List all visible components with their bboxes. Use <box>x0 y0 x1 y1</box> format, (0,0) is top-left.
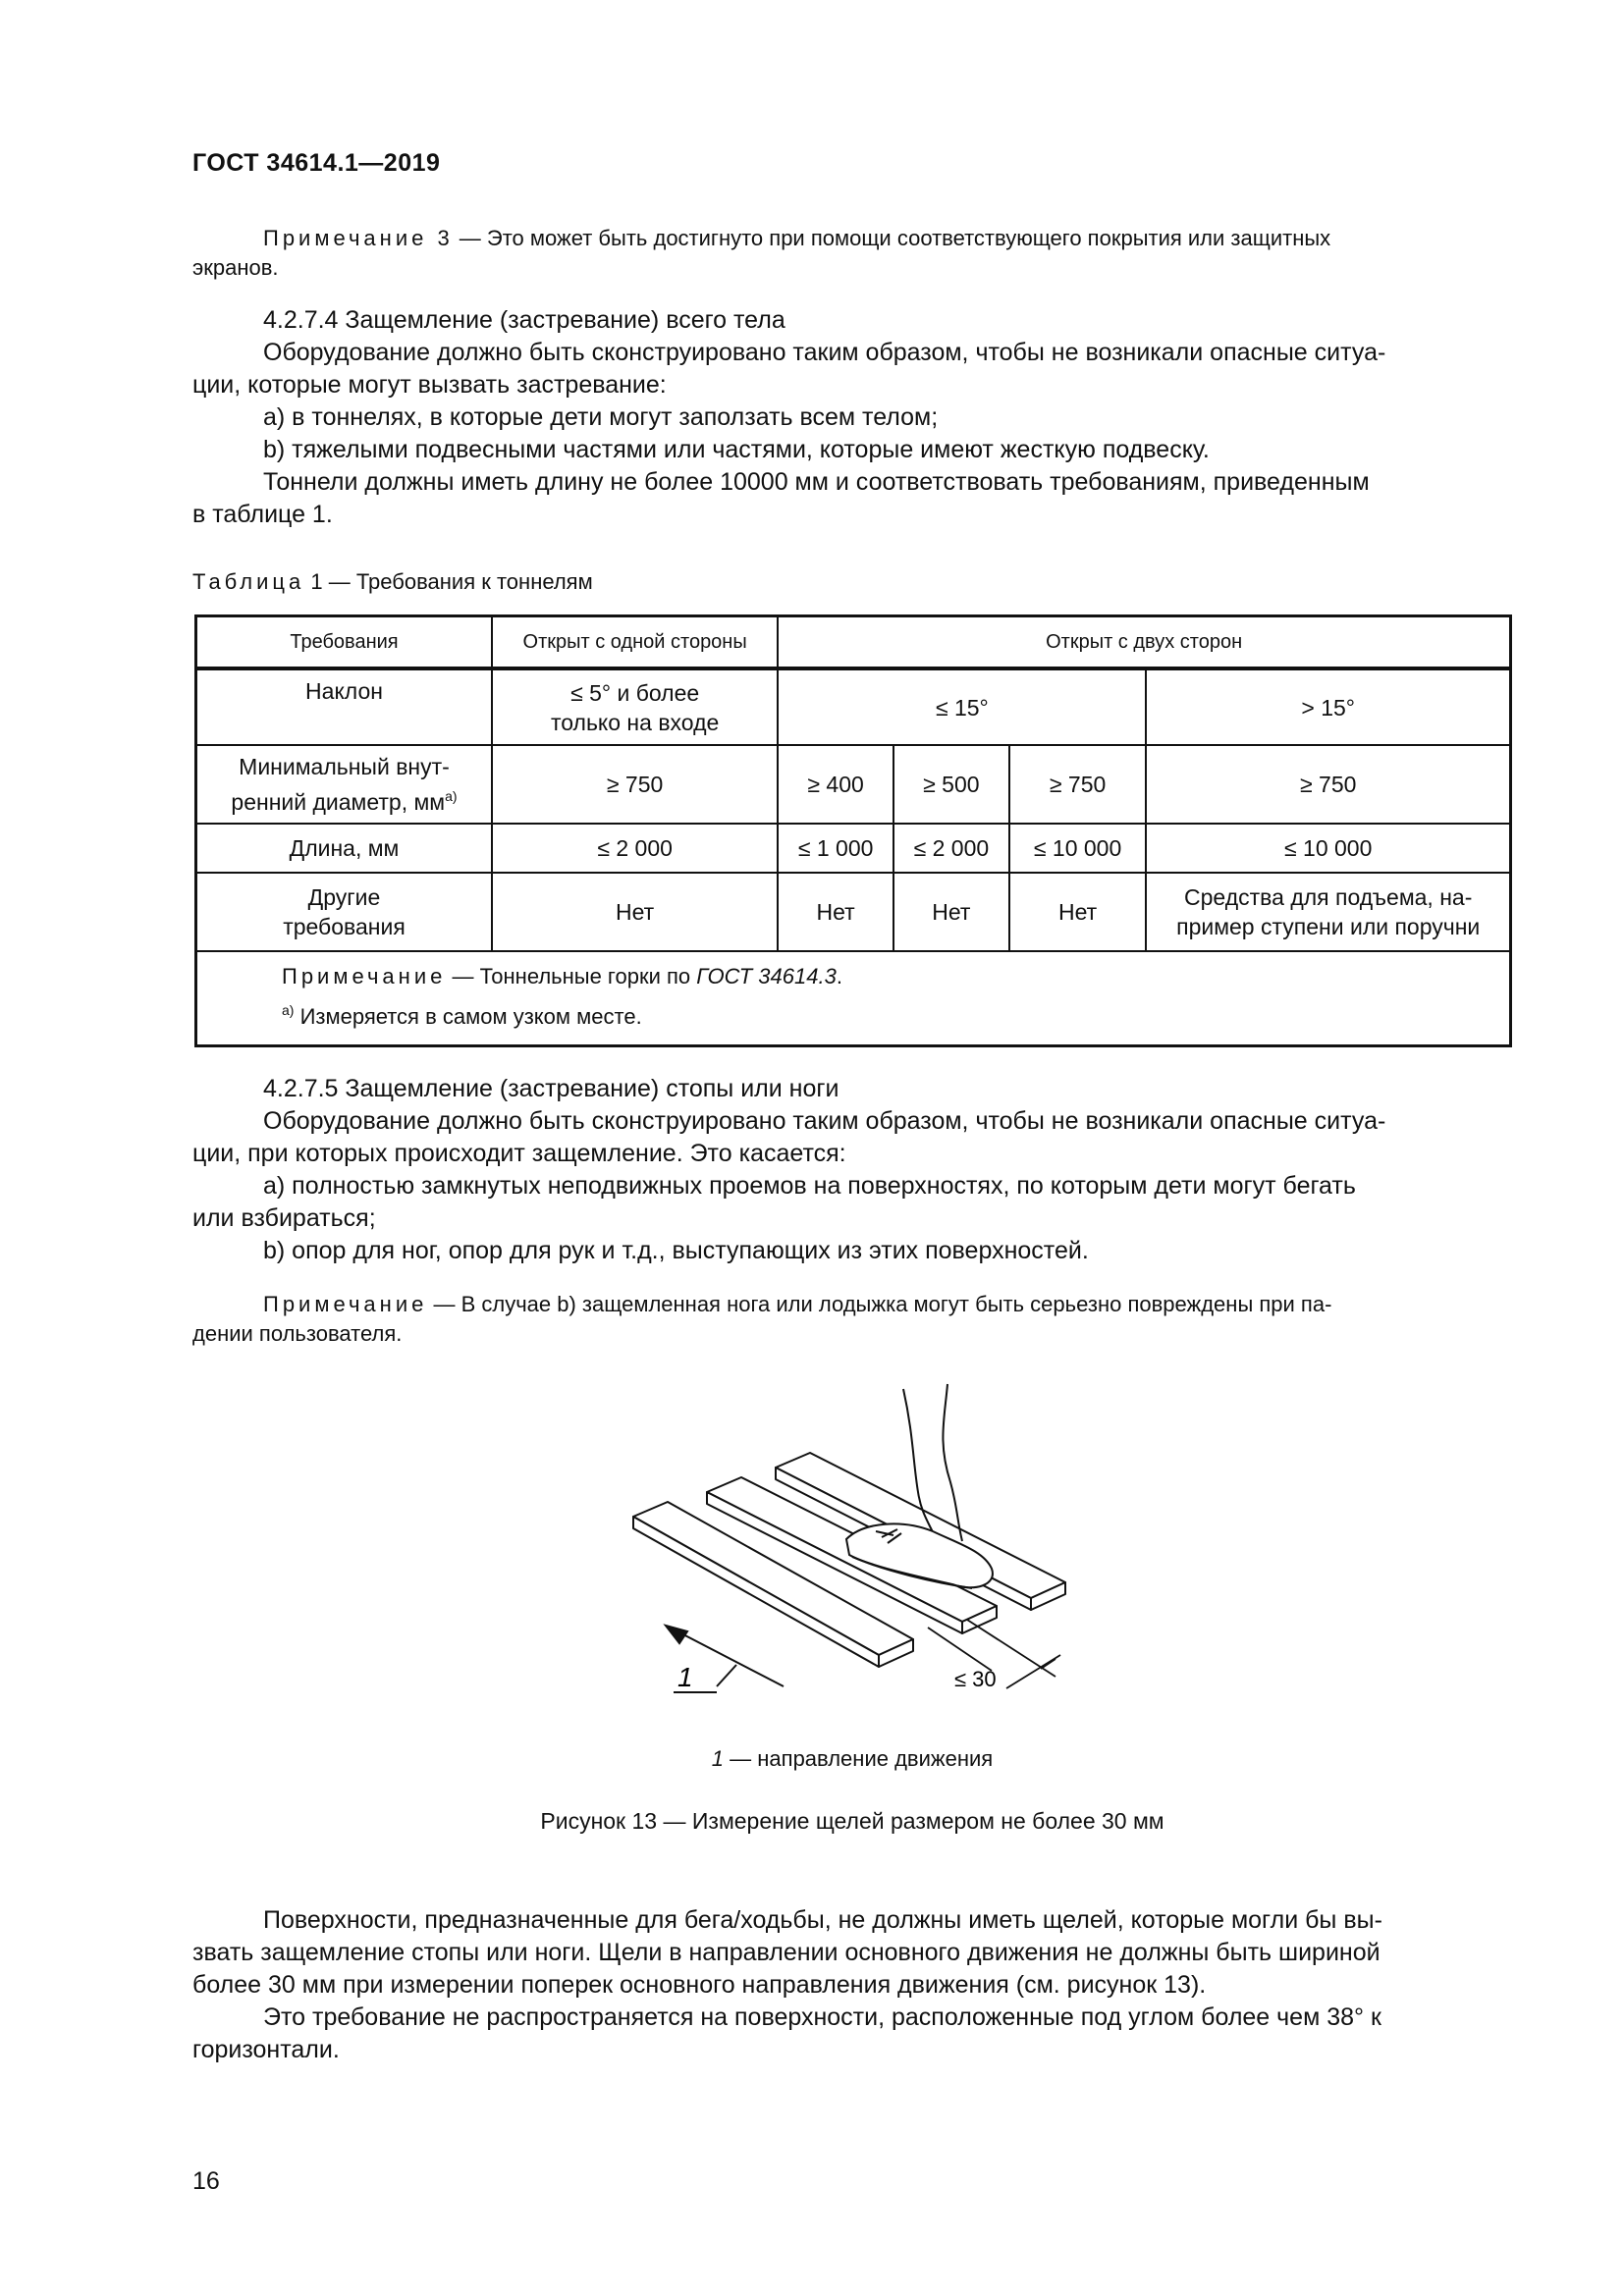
table-cell: Нет <box>778 873 893 951</box>
paragraph-line: Это требование не распространяется на поверхности, расположенные под углом более чем 38° к <box>263 2003 1381 2031</box>
table-cell: ≥ 750 <box>1009 745 1147 824</box>
page-number: 16 <box>192 2167 220 2195</box>
figure-legend: 1 — направление движения <box>711 1746 994 1771</box>
paragraph-line: Оборудование должно быть сконструировано таким образом, чтобы не возникали опасные ситуа- <box>263 339 1386 366</box>
list-item: а) в тоннелях, в которые дети могут заползать всем телом; <box>263 403 939 431</box>
table-cell: ≤ 10 000 <box>1009 824 1147 873</box>
tunnel-requirements-table <box>194 614 1512 1047</box>
table-row <box>196 745 1511 824</box>
section-heading: 4.2.7.5 Защемление (застревание) стопы или ноги <box>263 1075 839 1102</box>
table-cell: ≤ 2 000 <box>492 824 778 873</box>
table-cell: ≥ 750 <box>492 745 778 824</box>
figure-caption: Рисунок 13 — Измерение щелей размером не более 30 мм <box>540 1808 1164 1834</box>
paragraph-line: в таблице 1. <box>192 501 333 528</box>
closing-paragraphs <box>192 1904 1512 2066</box>
list-item: а) полностью замкнутых неподвижных проемов на поверхностях, по которым дети могут бегать <box>263 1172 1356 1200</box>
note-3 <box>192 224 1512 283</box>
standard-reference: ГОСТ 34614.3 <box>696 964 837 988</box>
row-label: Минимальный внут- ренний диаметр, $мм^{a)}$ <box>196 745 493 824</box>
list-item: b) тяжелыми подвесными частями или частями, которые имеют жесткую подвеску. <box>263 436 1210 463</box>
paragraph-line: Оборудование должно быть сконструировано таким образом, чтобы не возникали опасные ситуа- <box>263 1107 1386 1135</box>
paragraph-line: ции, которые могут вызвать застревание: <box>192 371 667 399</box>
paragraph-line: ции, при которых происходит защемление. Это касается: <box>192 1140 846 1167</box>
paragraph-line: звать защемление стопы или ноги. Щели в направлении основного движения не должны быть шириной <box>192 1939 1380 1966</box>
table-cell: > 15° <box>1146 668 1510 745</box>
column-header: Открыт с одной стороны <box>492 616 778 669</box>
table-cell: Нет <box>893 873 1009 951</box>
table-header-row <box>196 616 1511 669</box>
list-item-cont: или взбираться; <box>192 1204 376 1232</box>
table-cell: ≤ 5° и более только на входе <box>492 668 778 745</box>
section-4-2-7-5 <box>192 1073 1512 1267</box>
table-caption-text: 1 — Требования к тоннелям <box>304 569 593 594</box>
row-label: Другие требования <box>196 873 493 951</box>
note-3-text-cont: экранов. <box>192 255 279 280</box>
table-note-row <box>196 951 1511 1045</box>
table-note-label: Примечание <box>282 964 447 988</box>
table-row <box>196 824 1511 873</box>
column-header: Требования <box>196 616 493 669</box>
table-cell: ≤ 15° <box>778 668 1146 745</box>
paragraph-line: горизонтали. <box>192 2036 340 2063</box>
table-cell: ≤ 10 000 <box>1146 824 1510 873</box>
table-cell: ≥ 500 <box>893 745 1009 824</box>
paragraph-line: более 30 мм при измерении поперек основного направления движения (см. рисунок 13). <box>192 1971 1207 1999</box>
table-caption-label: Таблица <box>192 569 305 594</box>
direction-callout: 1 <box>677 1662 693 1692</box>
row-label: Наклон <box>196 668 493 745</box>
table-note: Примечание — Тоннельные горки по ГОСТ 34614.3. $^{a)}$ Измеряется в самом узком месте. <box>196 951 1511 1045</box>
note-label: Примечание <box>263 1292 428 1316</box>
table-footnote: $^{a)}$ Измеряется в самом узком месте. <box>282 1002 642 1029</box>
table-row <box>196 873 1511 951</box>
table-cell: ≥ 750 <box>1146 745 1510 824</box>
list-item: b) опор для ног, опор для рук и т.д., выступающих из этих поверхностей. <box>263 1237 1089 1264</box>
section-4-2-7-4 <box>192 304 1512 531</box>
paragraph-line: Поверхности, предназначенные для бега/ходьбы, не должны иметь щелей, которые могли бы вы- <box>263 1906 1382 1934</box>
figure-13-gap-measurement <box>619 1374 1090 1728</box>
paragraph-line: Тоннели должны иметь длину не более 10000 мм и соответствовать требованиям, приведенным <box>263 468 1370 496</box>
table-cell: ≥ 400 <box>778 745 893 824</box>
footnote-mark: a) <box>445 788 458 804</box>
section-4-2-7-5-note: Примечание — В случае b) защемленная нога или лодыжка могут быть серьезно повреждены при па- дении пользователя. <box>192 1292 1332 1346</box>
note-3-text: — Это может быть достигнуто при помощи соответствующего покрытия или защитных <box>453 226 1331 250</box>
table-caption <box>192 567 1512 597</box>
column-header: Открыт с двух сторон <box>778 616 1510 669</box>
table-row <box>196 668 1511 745</box>
table-cell: ≤ 1 000 <box>778 824 893 873</box>
document-code: ГОСТ 34614.1—2019 <box>192 149 441 177</box>
table-cell: Средства для подъема, на- пример ступени или поручни <box>1146 873 1510 951</box>
table-cell: ≤ 2 000 <box>893 824 1009 873</box>
section-heading: 4.2.7.4 Защемление (застревание) всего тела <box>263 306 785 334</box>
gap-dimension-label: ≤ 30 <box>954 1667 997 1691</box>
note-3-label: Примечание 3 <box>263 226 454 250</box>
table-cell: Нет <box>1009 873 1147 951</box>
row-label: Длина, мм <box>196 824 493 873</box>
table-cell: Нет <box>492 873 778 951</box>
